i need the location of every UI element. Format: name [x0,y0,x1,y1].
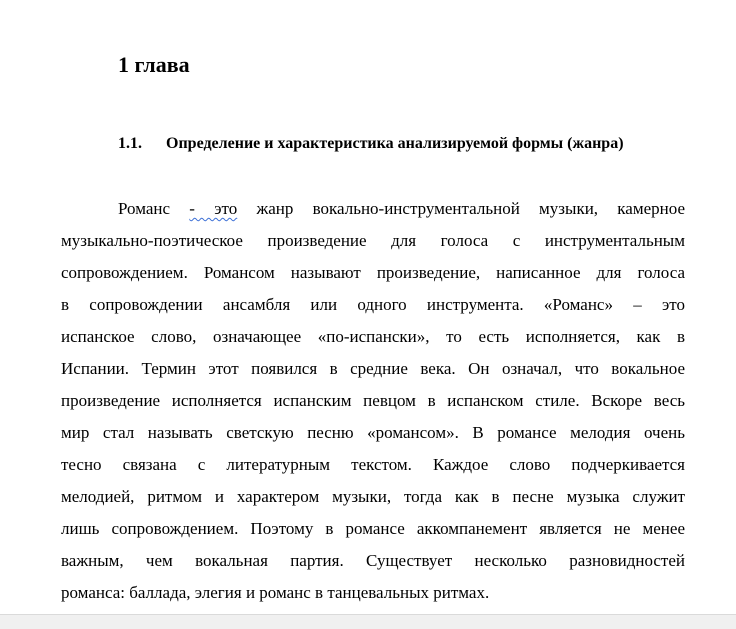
paragraph-line: сопровождением. Романсом называют произведение, написанное для голоса [61,263,685,282]
section-number: 1.1. [118,135,142,152]
paragraph-line: испанское слово, означающее «по-испански», то есть исполняется, как в [61,327,685,346]
paragraph-line: произведение исполняется испанским певцом в испанском стиле. Вскоре весь [61,391,685,410]
paragraph-line: важным, чем вокальная партия. Существует несколько разновидностей [61,551,685,570]
paragraph-line: романса: баллада, элегия и романс в танцевальных ритмах. [61,583,490,602]
section-title: Определение и характеристика анализируемой формы (жанра) [166,135,624,152]
paragraph-line: мир стал называть светскую песню «романсом». В романсе мелодия очень [61,423,685,442]
paragraph-line: музыкально-поэтическое произведение для голоса с инструментальным [61,231,685,250]
spellcheck-marked-text[interactable]: - это [189,199,238,218]
paragraph-line: Романс - это жанр вокально-инструментальной музыки, камерное [118,199,685,218]
window-bottom-edge [0,614,736,629]
paragraph-line: мелодией, ритмом и характером музыки, тогда как в песне музыка служит [61,487,685,506]
paragraph-line: лишь сопровождением. Поэтому в романсе аккомпанемент является не менее [61,519,685,538]
section-heading [118,133,624,155]
body-paragraph [61,193,685,609]
chapter-heading: 1 глава [118,52,190,77]
paragraph-line: тесно связана с литературным текстом. Каждое слово подчеркивается [61,455,685,474]
paragraph-line: Испании. Термин этот появился в средние века. Он означал, что вокальное [61,359,685,378]
paragraph-line: в сопровождении ансамбля или одного инструмента. «Романс» – это [61,295,685,314]
